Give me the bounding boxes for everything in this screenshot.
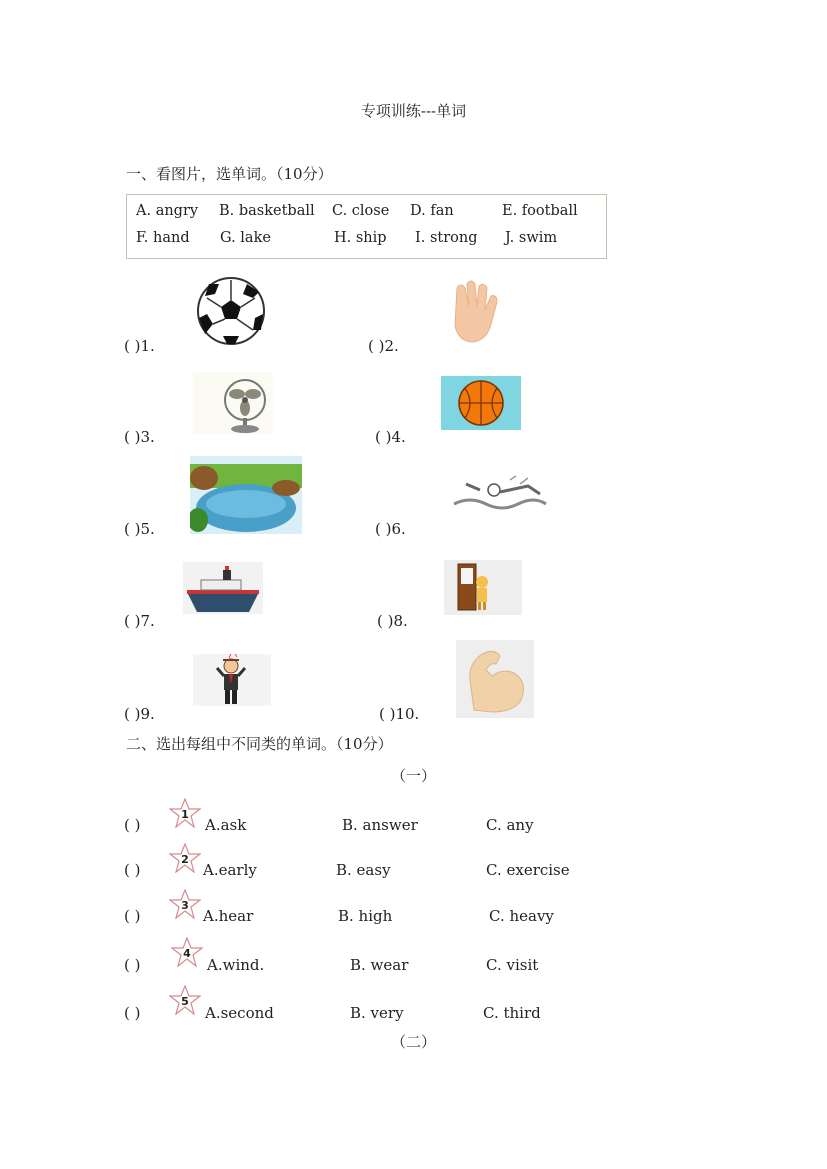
option-e: E. football — [502, 203, 578, 219]
star-number-icon — [169, 985, 201, 1015]
star-number-icon — [171, 937, 203, 967]
close-door-icon — [444, 560, 522, 615]
ship-icon — [183, 562, 263, 614]
option-a: A. angry — [136, 203, 199, 219]
star-number: 3 — [181, 899, 189, 912]
option-b: B. basketball — [219, 203, 315, 219]
q2-option-a: A.early — [203, 861, 257, 879]
option-g: G. lake — [220, 230, 271, 246]
option-d: D. fan — [410, 203, 454, 219]
fan-icon — [193, 372, 273, 434]
q2-option-c: C. exercise — [486, 861, 570, 879]
option-i: I. strong — [415, 230, 478, 246]
q5-answer-slot[interactable]: ( ) — [124, 1004, 141, 1022]
q1-option-b: B. answer — [342, 816, 418, 834]
q5-option-c: C. third — [483, 1004, 541, 1022]
item-9-label[interactable]: ( )9. — [124, 705, 155, 723]
q2-answer-slot[interactable]: ( ) — [124, 861, 141, 879]
lake-icon — [190, 456, 302, 534]
star-number-icon — [169, 843, 201, 873]
q4-answer-slot[interactable]: ( ) — [124, 956, 141, 974]
part1-heading: 一、看图片，选单词。（10分） — [126, 165, 333, 183]
option-j: J. swim — [505, 230, 558, 246]
q5-option-b: B. very — [350, 1004, 404, 1022]
item-7-label[interactable]: ( )7. — [124, 612, 155, 630]
strong-arm-icon — [456, 640, 534, 718]
q1-option-c: C. any — [486, 816, 534, 834]
swim-icon — [450, 474, 550, 516]
football-icon — [195, 276, 267, 346]
group-2-title: （二） — [390, 1033, 436, 1051]
group-1-title: （一） — [390, 767, 436, 785]
item-5-label[interactable]: ( )5. — [124, 520, 155, 538]
hand-icon — [443, 276, 505, 346]
star-number: 4 — [183, 947, 191, 960]
option-h: H. ship — [334, 230, 387, 246]
q3-answer-slot[interactable]: ( ) — [124, 907, 141, 925]
star-number-icon — [169, 798, 201, 828]
q2-option-b: B. easy — [336, 861, 391, 879]
angry-man-icon — [193, 654, 271, 706]
q4-option-c: C. visit — [486, 956, 539, 974]
star-number: 1 — [181, 808, 189, 821]
basketball-icon — [441, 376, 521, 430]
q4-option-b: B. wear — [350, 956, 409, 974]
star-number: 5 — [181, 995, 189, 1008]
star-number-icon — [169, 889, 201, 919]
q1-answer-slot[interactable]: ( ) — [124, 816, 141, 834]
item-4-label[interactable]: ( )4. — [375, 428, 406, 446]
q3-option-a: A.hear — [203, 907, 254, 925]
page-title: 专项训练---单词 — [360, 102, 467, 120]
q1-option-a: A.ask — [205, 816, 247, 834]
part2-heading: 二、选出每组中不同类的单词。（10分） — [126, 735, 393, 753]
item-6-label[interactable]: ( )6. — [375, 520, 406, 538]
option-f: F. hand — [136, 230, 190, 246]
item-3-label[interactable]: ( )3. — [124, 428, 155, 446]
word-bank-box — [126, 194, 607, 259]
star-number: 2 — [181, 853, 189, 866]
q4-option-a: A.wind. — [207, 956, 265, 974]
item-10-label[interactable]: ( )10. — [379, 705, 420, 723]
q5-option-a: A.second — [205, 1004, 274, 1022]
item-1-label[interactable]: ( )1. — [124, 337, 155, 355]
option-c: C. close — [332, 203, 390, 219]
q3-option-b: B. high — [338, 907, 393, 925]
q3-option-c: C. heavy — [489, 907, 554, 925]
item-8-label[interactable]: ( )8. — [377, 612, 408, 630]
item-2-label[interactable]: ( )2. — [368, 337, 399, 355]
